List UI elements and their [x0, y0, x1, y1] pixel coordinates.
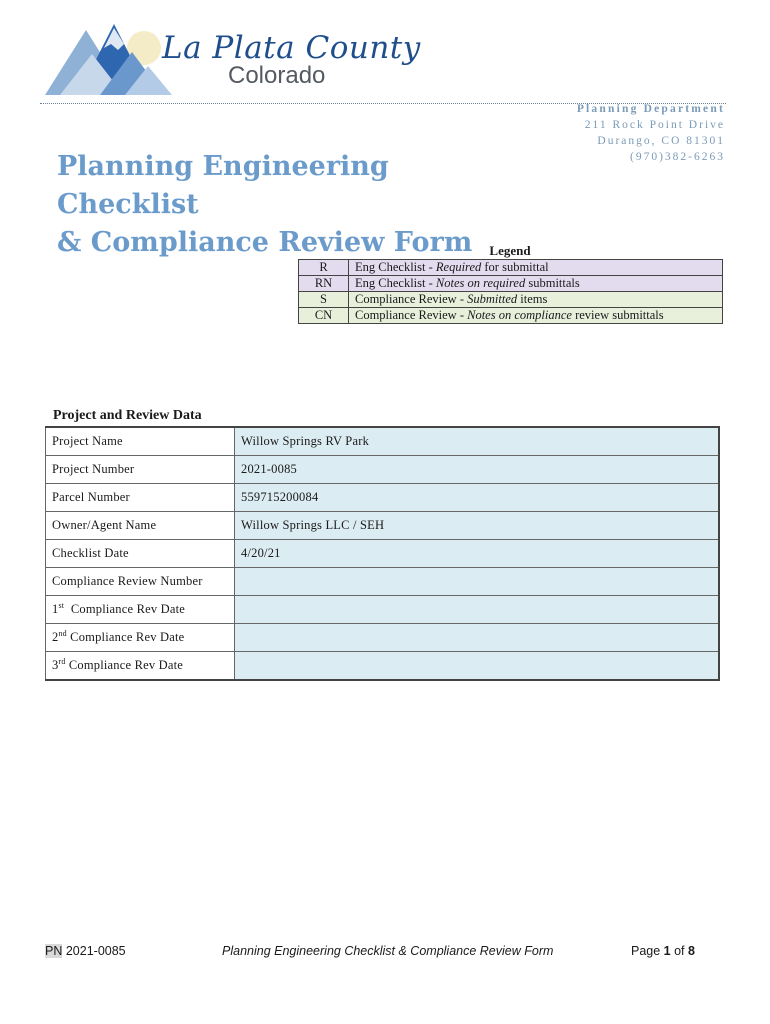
- field-label: Project Name: [46, 427, 235, 456]
- legend-row: [299, 276, 723, 292]
- project-name-field[interactable]: Willow Springs RV Park: [235, 427, 720, 456]
- field-label: Checklist Date: [46, 540, 235, 568]
- table-row: [46, 596, 720, 624]
- field-label: Parcel Number: [46, 484, 235, 512]
- department-address: [577, 101, 725, 165]
- legend-description: Eng Checklist - Required for submittal: [349, 260, 723, 276]
- first-compliance-date-field[interactable]: [235, 596, 720, 624]
- legend-description: Compliance Review - Submitted items: [349, 292, 723, 308]
- table-row: [46, 624, 720, 652]
- footer-project-number: PN 2021-0085: [45, 944, 126, 958]
- legend-row: [299, 308, 723, 324]
- project-data-heading: Project and Review Data: [53, 408, 202, 423]
- legend-code: R: [299, 260, 349, 276]
- logo-script-text: La Plata County: [162, 30, 421, 66]
- third-compliance-date-field[interactable]: [235, 652, 720, 681]
- title-line-1: Planning Engineering Checklist: [57, 151, 389, 220]
- address-line-2: Durango, CO 81301: [597, 135, 725, 147]
- table-row: [46, 427, 720, 456]
- table-row: [46, 512, 720, 540]
- table-row: [46, 652, 720, 681]
- address-line-1: 211 Rock Point Drive: [584, 119, 725, 131]
- legend-code: CN: [299, 308, 349, 324]
- logo-subtitle: Colorado: [228, 62, 326, 89]
- table-row: [46, 568, 720, 596]
- second-compliance-date-field[interactable]: [235, 624, 720, 652]
- table-row: [46, 456, 720, 484]
- field-label: Project Number: [46, 456, 235, 484]
- legend-row: [299, 292, 723, 308]
- table-row: [46, 540, 720, 568]
- footer-page-number: Page 1 of 8: [631, 944, 695, 958]
- owner-agent-field[interactable]: Willow Springs LLC / SEH: [235, 512, 720, 540]
- checklist-date-field[interactable]: 4/20/21: [235, 540, 720, 568]
- field-label: 3rd Compliance Rev Date: [46, 652, 235, 681]
- project-data-table: [45, 426, 720, 681]
- legend-title: Legend: [489, 243, 531, 258]
- department-name: Planning Department: [576, 103, 725, 115]
- legend-code: S: [299, 292, 349, 308]
- footer-form-name: Planning Engineering Checklist & Compliance Review Form: [222, 944, 554, 958]
- legend-description: Compliance Review - Notes on compliance review submittals: [349, 308, 723, 324]
- field-label: Compliance Review Number: [46, 568, 235, 596]
- legend-table: [298, 259, 723, 324]
- parcel-number-field[interactable]: 559715200084: [235, 484, 720, 512]
- legend-description: Eng Checklist - Notes on required submittals: [349, 276, 723, 292]
- field-label: 2nd Compliance Rev Date: [46, 624, 235, 652]
- legend-code: RN: [299, 276, 349, 292]
- table-row: [46, 484, 720, 512]
- title-line-2: & Compliance Review Form: [57, 227, 473, 258]
- field-label: Owner/Agent Name: [46, 512, 235, 540]
- phone-number: (970)382-6263: [630, 151, 725, 163]
- legend-row: [299, 260, 723, 276]
- field-label: 1st Compliance Rev Date: [46, 596, 235, 624]
- compliance-review-number-field[interactable]: [235, 568, 720, 596]
- project-number-field[interactable]: 2021-0085: [235, 456, 720, 484]
